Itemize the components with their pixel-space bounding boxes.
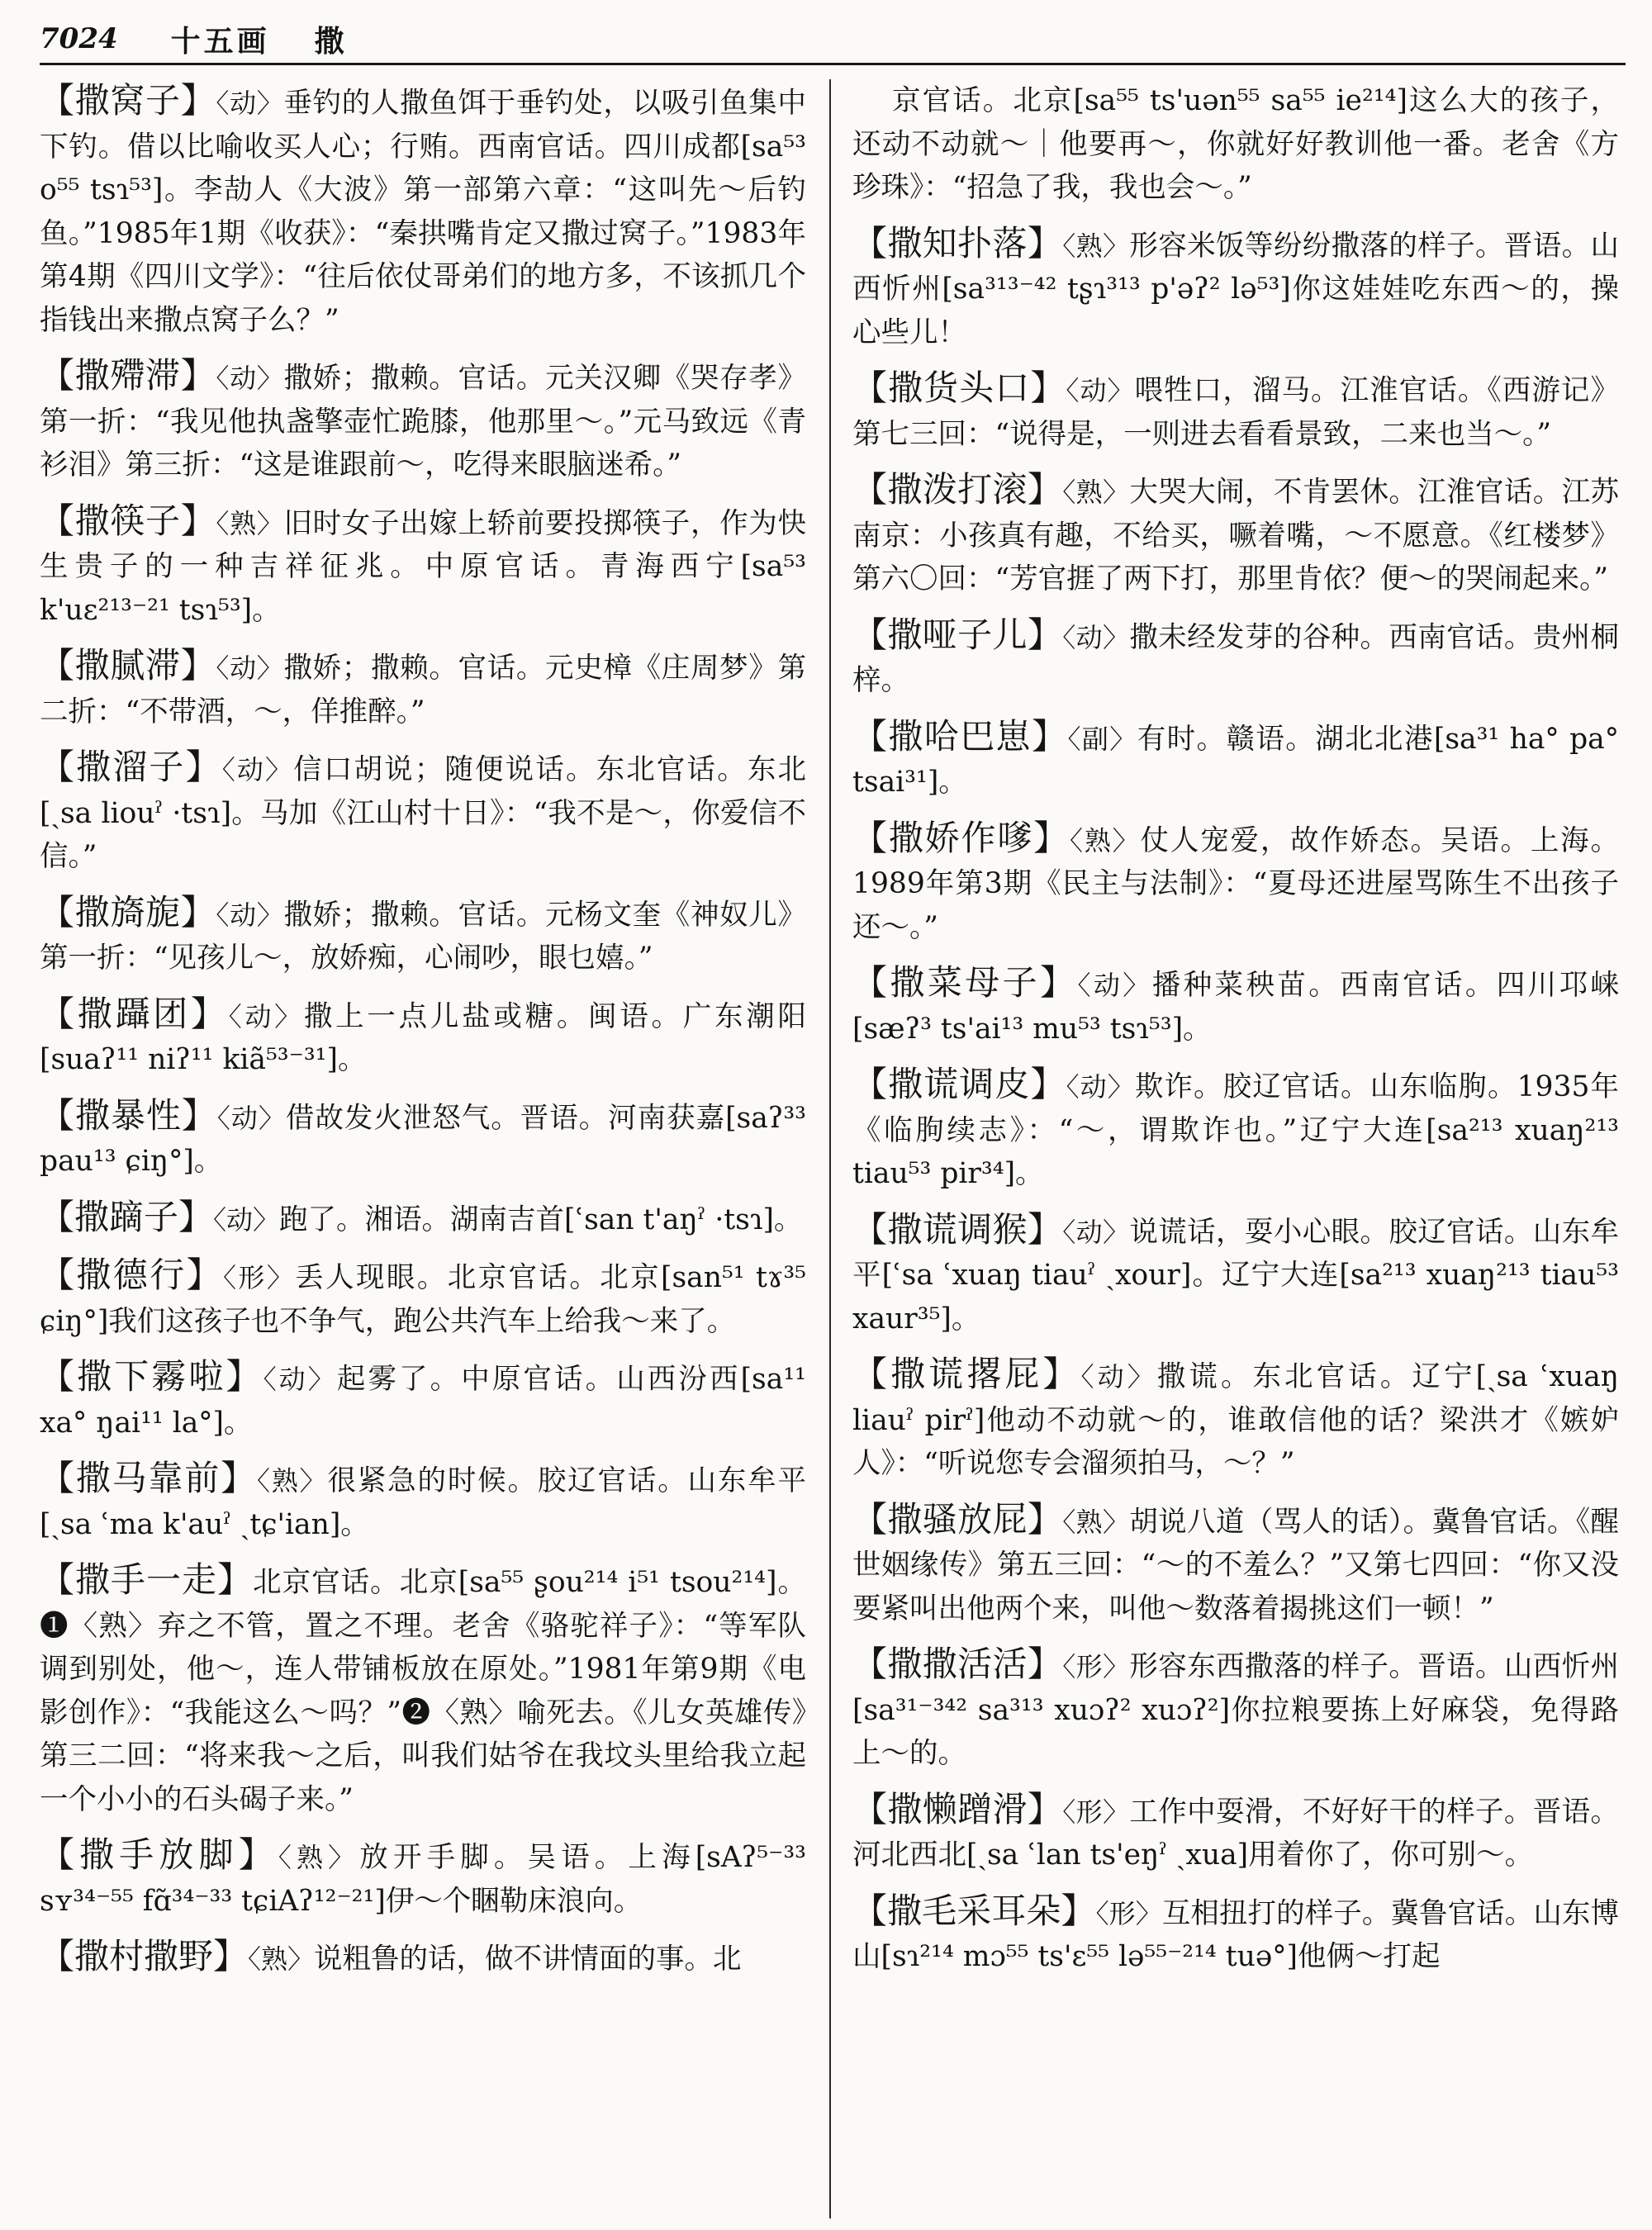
entry-pos: 〈熟〉 — [278, 1842, 360, 1873]
entry-headword: 【撒谎撂屁】 — [852, 1354, 1081, 1394]
dictionary-entry — [40, 1196, 806, 1242]
entry-pos: 〈形〉 — [1062, 1651, 1130, 1682]
dictionary-entry — [852, 1890, 1619, 1979]
entry-pos: 〈形〉 — [223, 1262, 296, 1293]
dictionary-entry — [852, 468, 1619, 601]
entry-definition: 垂钓的人撒鱼饵于垂钓处，以吸引鱼集中下钓。借以比喻收买人心；行贿。西南官话。四川成都[sa⁵³ o⁵⁵ tsɿ⁵³]。李劼人《大波》第一部第六章：“这叫先～后钓鱼。”1985年1期《收获》：“秦拱嘴肯定又撒过窝子。”1983年第4期《四川文学》：“往后依仗哥弟们的地方多，不该抓几个指钱出来撒点窝子么？” — [40, 87, 806, 337]
entry-definition: 撒娇；撒赖。官话。元史樟《庄周梦》第二折：“不带酒，～，佯推醉。” — [40, 652, 806, 728]
entry-pos: 〈动〉 — [1066, 375, 1135, 406]
entry-pos: 〈形〉 — [1095, 1897, 1162, 1929]
entry-pos: 〈动〉 — [1062, 1216, 1130, 1248]
entry-headword: 【撒毛采耳朵】 — [852, 1890, 1096, 1931]
entry-headword: 【撒躡团】 — [40, 993, 229, 1034]
entry-headword: 【撒腻滞】 — [40, 645, 216, 686]
entry-headword: 【撒手放脚】 — [40, 1834, 278, 1875]
entry-definition: 起雾了。中原官话。山西汾西[sa¹¹ xa° ŋai¹¹ la°]。 — [40, 1363, 806, 1440]
entry-definition: 说粗鲁的话，做不讲情面的事。北 — [314, 1943, 742, 1976]
left-column — [40, 79, 806, 2218]
entry-pos: 〈动〉 — [1077, 970, 1152, 1001]
entry-definition: 撒未经发芽的谷种。西南官话。贵州桐梓。 — [852, 620, 1619, 697]
entry-pos: 〈动〉 — [228, 1000, 304, 1032]
entry-pos: 〈动〉 — [1062, 621, 1130, 653]
entry-definition: 丢人现眼。北京官话。北京[san⁵¹ tɤ³⁵ ɕiŋ°]我们这孩子也不争气，跑公共汽车上给我～来了。 — [40, 1261, 806, 1338]
entry-definition: 撒谎。东北官话。辽宁[ˏsa ʿxuaŋ liauˀ pirˀ]他动不动就～的，谁敢信他的话？梁洪才《嫉妒人》：“听说您专会溜须拍马，～？” — [852, 1360, 1619, 1480]
dictionary-entry — [40, 1559, 806, 1821]
page-header — [40, 15, 1626, 65]
head-character: 撒 — [314, 23, 344, 59]
entry-pos: 〈熟〉 — [248, 1943, 315, 1975]
entry-pos: 〈动〉 — [216, 899, 284, 931]
dictionary-entry — [40, 1935, 806, 1981]
entry-pos: 〈动〉 — [216, 363, 284, 394]
entry-headword: 【撒哑子儿】 — [852, 614, 1063, 655]
entry-definition: 胡说八道（骂人的话）。冀鲁官话。《醒世姻缘传》第五三回：“～的不羞么？”又第七四回：“你又没要紧叫出他两个来，叫他～数落着揭挑这们一顿！” — [852, 1505, 1619, 1625]
entry-pos: 〈动〉 — [263, 1364, 337, 1395]
entry-definition: 很紧急的时候。胶辽官话。山东牟平[ˏsa ʿma k'auˀ ˏtɕ'ian]。 — [40, 1464, 806, 1541]
entry-headword: 【撒旖旎】 — [40, 891, 216, 932]
dictionary-entry — [852, 1063, 1619, 1196]
entry-pos: 〈动〉 — [213, 1203, 280, 1236]
dictionary-entry — [40, 891, 806, 980]
entry-pos: 〈熟〉 — [1062, 1506, 1130, 1538]
dictionary-entry — [40, 79, 806, 342]
dictionary-entry — [852, 817, 1619, 950]
entry-pos: 〈动〉 — [216, 88, 284, 119]
entry-pos: 〈熟〉 — [1062, 477, 1130, 508]
dictionary-entry — [852, 1353, 1619, 1486]
entry-definition: 撒娇；撒赖。官话。元关汉卿《哭存孝》第一折：“我见他执盏擎壶忙跪膝，他那里～。”元马致远《青衫泪》第三折：“这是谁跟前～，吃得来眼脑迷希。” — [40, 362, 806, 482]
dictionary-entry — [40, 746, 806, 879]
stroke-count-label: 十五画 — [170, 23, 270, 59]
page-number: 7024 — [40, 22, 118, 55]
dictionary-entry — [852, 1208, 1619, 1341]
entry-definition: 仗人宠爱，故作娇态。吴语。上海。1989年第3期《民主与法制》：“夏母还进屋骂陈生不出孩子还～。” — [852, 823, 1619, 944]
entry-definition: 信口胡说；随便说话。东北官话。东北[ˏsa liouˀ ·tsɿ]。马加《江山村十日》：“我不是～，你爱信不信。” — [40, 753, 806, 873]
entry-definition: 北京官话。北京[sa⁵⁵ ʂou²¹⁴ i⁵¹ tsou²¹⁴]。❶〈熟〉弃之不管，置之不理。老舍《骆驼祥子》：“等军队调到别处，他～，连人带铺板放在原处。”1981年第9期《电影创作》：“我能这么～吗？”❷〈熟〉喻死去。《儿女英雄传》第三二回：“将来我～之后，叫我们姑爷在我坟头里给我立起一个小小的石头碣子来。” — [40, 1566, 806, 1816]
entry-pos: 〈副〉 — [1067, 723, 1137, 755]
entry-headword: 【撒窝子】 — [40, 80, 216, 121]
entry-headword: 【撒村撒野】 — [40, 1936, 249, 1976]
entry-definition: 借故发火泄怒气。晋语。河南获嘉[saʔ³³ pau¹³ ɕiŋ°]。 — [40, 1101, 806, 1178]
entry-headword: 【撒懒蹭滑】 — [852, 1788, 1063, 1829]
dictionary-entry — [40, 1355, 806, 1445]
dictionary-entry — [40, 354, 806, 487]
column-divider — [829, 79, 831, 2218]
entry-pos: 〈熟〉 — [257, 1465, 328, 1497]
entry-headword: 【撒谎调猴】 — [852, 1208, 1063, 1250]
entry-pos: 〈动〉 — [216, 1102, 286, 1134]
entry-definition: 旧时女子出嫁上轿前要投掷筷子，作为快生贵子的一种吉祥征兆。中原官话。青海西宁[sa⁵³ k'uɛ²¹³⁻²¹ tsɿ⁵³]。 — [40, 506, 806, 627]
entry-pos: 〈形〉 — [1062, 1796, 1130, 1828]
entry-definition: 放开手脚。吴语。上海[sAʔ⁵⁻³³ sʏ³⁴⁻⁵⁵ fɑ̃³⁴⁻³³ tɕiAʔ¹²⁻²¹]伊～个睏勒床浪向。 — [40, 1841, 806, 1918]
dictionary-entry — [40, 644, 806, 733]
entry-definition: 跑了。湘语。湖南吉首[ʿsan t'aŋˀ ·tsɿ]。 — [279, 1203, 803, 1236]
dictionary-entry — [852, 715, 1619, 804]
entry-headword: 【撒手一走】 — [40, 1559, 254, 1600]
entry-definition: 喂牲口，溜马。江淮官话。《西游记》第七三回：“说得是，一则进去看看景致，二来也当～。” — [852, 374, 1619, 451]
entry-headword: 【撒筷子】 — [40, 500, 216, 541]
dictionary-entry — [40, 1834, 806, 1923]
entry-headword: 【撒谎调皮】 — [852, 1064, 1066, 1104]
right-column — [852, 79, 1619, 2218]
entry-headword: 【撒殢滞】 — [40, 355, 216, 396]
entry-definition: 形容米饭等纷纷撒落的样子。晋语。山西忻州[sa³¹³⁻⁴² tʂɿ³¹³ p'əʔ² lə⁵³]你这娃娃吃东西～的，操心些儿！ — [852, 229, 1619, 349]
dictionary-entry — [852, 1788, 1619, 1877]
entry-pos: 〈动〉 — [216, 652, 284, 684]
entry-pos: 〈熟〉 — [1070, 824, 1141, 856]
entry-headword: 【撒溜子】 — [40, 747, 222, 787]
entry-definition: 有时。赣语。湖北北港[sa³¹ ha° pa° tsai³¹]。 — [852, 722, 1619, 799]
dictionary-entry — [40, 1254, 806, 1343]
entry-definition: 工作中耍滑，不好好干的样子。晋语。河北西北[ˏsa ʿlan ts'eŋˀ ˏxua]用着你了，你可别～。 — [852, 1795, 1619, 1872]
dictionary-entry — [40, 500, 806, 633]
dictionary-entry — [852, 961, 1619, 1051]
entry-headword: 【撒知扑落】 — [852, 222, 1063, 263]
dictionary-entry — [40, 1457, 806, 1546]
dictionary-entry — [852, 614, 1619, 703]
entry-headword: 【撒娇作嗲】 — [852, 817, 1070, 858]
dictionary-entry — [852, 222, 1619, 355]
entry-headword: 【撒货头口】 — [852, 368, 1066, 408]
entry-headword: 【撒撒活活】 — [852, 1644, 1063, 1684]
entry-definition: 撒上一点儿盐或糖。闽语。广东潮阳[suaʔ¹¹ niʔ¹¹ kiã⁵³⁻³¹]。 — [40, 999, 806, 1076]
entry-headword: 【撒哈巴崽】 — [852, 715, 1068, 757]
entry-definition: 形容东西撒落的样子。晋语。山西忻州[sa³¹⁻³⁴² sa³¹³ xuɔʔ² xuɔʔ²]你拉粮要拣上好麻袋，免得路上～的。 — [852, 1650, 1619, 1770]
entry-definition: 播种菜秧苗。西南官话。四川邛崃[sæʔ³ ts'ai¹³ mu⁵³ tsɿ⁵³]。 — [852, 969, 1619, 1046]
dictionary-entry — [852, 367, 1619, 456]
entry-headword: 【撒暴性】 — [40, 1094, 217, 1136]
entry-definition: 互相扭打的样子。冀鲁官话。山东博山[sɿ²¹⁴ mɔ⁵⁵ ts'ɛ⁵⁵ lə⁵⁵⁻²¹⁴ tuə°]他俩～打起 — [852, 1896, 1619, 1973]
entry-definition: 说谎话，耍小心眼。胶辽官话。山东牟平[ʿsa ʿxuaŋ tiauˀ ˏxour]。辽宁大连[sa²¹³ xuaŋ²¹³ tiau⁵³ xaur³⁵]。 — [852, 1215, 1619, 1336]
entry-pos: 〈动〉 — [1080, 1361, 1157, 1393]
entry-headword: 【撒德行】 — [40, 1255, 224, 1295]
dictionary-entry — [40, 993, 806, 1082]
dictionary-entry — [852, 1643, 1619, 1776]
entry-headword: 【撒蹢子】 — [40, 1196, 214, 1237]
dictionary-entry — [40, 1094, 806, 1184]
entry-pos: 〈动〉 — [221, 754, 294, 785]
dictionary-entry — [852, 1498, 1619, 1631]
entry-headword: 【撒马靠前】 — [40, 1458, 257, 1498]
entry-headword: 【撒下霧啦】 — [40, 1356, 263, 1397]
entry-definition: 大哭大闹，不肯罢休。江淮官话。江苏南京：小孩真有趣，不给买，噘着嘴，～不愿意。《红楼梦》第六〇回：“芳官捱了两下打，那里肯依？便～的哭闹起来。” — [852, 476, 1619, 595]
entry-headword: 【撒泼打滚】 — [852, 469, 1063, 510]
entry-pos: 〈动〉 — [1066, 1071, 1135, 1103]
entry-headword: 【撒骚放屁】 — [852, 1498, 1063, 1540]
entry-definition: 京官话。北京[sa⁵⁵ ts'uən⁵⁵ sa⁵⁵ ie²¹⁴]这么大的孩子，还动不动就～｜他要再～，你就好好教训他一番。老舍《方珍珠》：“招急了我，我也会～。” — [852, 84, 1619, 204]
entry-pos: 〈熟〉 — [1062, 230, 1130, 262]
entry-continuation — [852, 79, 1619, 210]
entry-definition: 撒娇；撒赖。官话。元杨文奎《神奴儿》第一折：“见孩儿～，放娇痴，心闹吵，眼乜嬉。” — [40, 898, 806, 975]
entry-headword: 【撒菜母子】 — [852, 962, 1078, 1003]
entry-pos: 〈熟〉 — [216, 507, 284, 539]
entry-definition: 欺诈。胶辽官话。山东临朐。1935年《临朐续志》：“～，谓欺诈也。”辽宁大连[sa²¹³ xuaŋ²¹³ tiau⁵³ pir³⁴]。 — [852, 1070, 1619, 1190]
